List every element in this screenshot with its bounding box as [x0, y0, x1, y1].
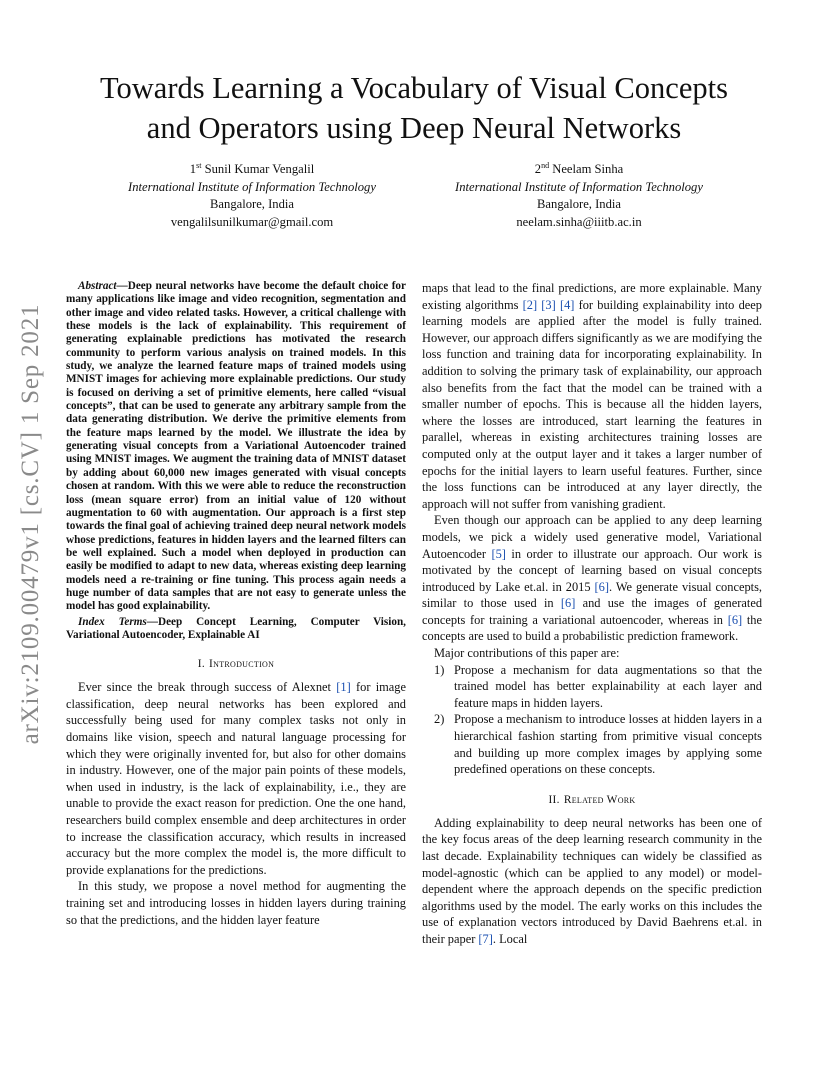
- author-name-text: Sunil Kumar Vengalil: [204, 162, 315, 176]
- abstract: [66, 280, 406, 614]
- title-line-2: and Operators using Deep Neural Networks: [146, 111, 682, 145]
- paragraph-text: Even though our approach can be applied to any deep learning models, we pick a widely used generative model, Variational Autoencoder: [422, 513, 762, 561]
- contributions-list: [422, 662, 762, 778]
- author-email[interactable]: vengalilsunilkumar@gmail.com: [170, 214, 334, 229]
- list-marker: 1): [434, 662, 445, 677]
- list-marker: 2): [434, 712, 445, 727]
- left-column: [66, 280, 406, 928]
- intro-paragraph-3: [422, 280, 762, 512]
- paragraph-text: Adding explainability to deep neural networks has been one of the key focus areas of the deep learning research community in the last decade. Explainability techniques can widely be classified as model-agnostic (which can be applied to any model) or model-dependent where the approach depends on the specific prediction algorithms used by the model. The early works on this includes the use of explanation vectors introduced by David Baehrens et.al. in their paper: [422, 815, 762, 946]
- list-item: [422, 662, 762, 712]
- arxiv-identifier[interactable]: arXiv:2109.00479v1 [cs.CV] 1 Sep 2021: [17, 303, 44, 745]
- arxiv-watermark: [6, 294, 56, 754]
- intro-paragraph-2: In this study, we propose a novel method for augmenting the training set and introducing losses in hidden layers during training so that the predictions, and the hidden layer feature: [66, 879, 406, 927]
- right-column: [422, 280, 762, 948]
- citation-link[interactable]: [6]: [594, 579, 609, 594]
- intro-paragraph-4: [422, 512, 762, 645]
- citation-link[interactable]: [2]: [522, 297, 538, 312]
- author-ordinal: 1: [189, 162, 197, 176]
- author-ordinal-suffix: nd: [541, 161, 550, 170]
- author-affiliation: International Institute of Information Technology: [455, 179, 703, 194]
- index-terms-separator: —: [146, 615, 158, 628]
- paragraph-text: . We generate visual concepts, similar to those used in: [422, 579, 763, 611]
- abstract-label: Abstract: [78, 280, 117, 292]
- paper-title: [40, 68, 788, 148]
- author-ordinal-suffix: st: [196, 161, 202, 170]
- citation-link[interactable]: [4]: [559, 297, 575, 312]
- section-title: Introduction: [209, 658, 275, 671]
- paragraph-text: . Local: [492, 931, 528, 946]
- paragraph-text: and use the images of generated concepts for training a variational autoencoder, whereas in: [422, 596, 763, 627]
- index-terms-text: Deep Concept Learning, Computer Vision, Variational Autoencoder, Explainable AI: [66, 615, 406, 641]
- paragraph-text: for building explainability into deep learning models are applied after the model is fully trained. However, our approach differs significantly as we are modifying the loss function and training data for incorporating explainability. In addition to solving the primary task of explainability, our approach also benefits from the fact that the model can be trained with a smaller number of epochs. This is because all the hidden layers, where the losses are introduced, start learning the features in parallel, whereas in existing architectures training losses are computed only at the output layer and it takes a larger number of epochs for the initial layers to learn useful features. Further, since the loss functions can be introduced at any layer directly, the approach will not suffer from vanishing gradient.: [422, 297, 762, 511]
- section-heading-related-work: [422, 794, 762, 807]
- citation-link[interactable]: [5]: [491, 546, 506, 561]
- citation-link[interactable]: [6]: [560, 596, 576, 611]
- paragraph-text: the concepts are used to build a probabilistic prediction framework.: [422, 612, 762, 644]
- author-block-2: [429, 161, 729, 231]
- list-item-text: Propose a mechanism for data augmentations so that the trained model has better explainability at each layer and feature maps in hidden layers.: [454, 662, 762, 710]
- abstract-text: Deep neural networks have become the default choice for many applications like image and video recognition, segmentation and other image and video related tasks. However, a critical challenge with these models is the lack of explainability. This requirement of generating explainable predictions has motivated the research community to perform various analysis on trained models. In this study, we analyze the learned feature maps of trained models using MNIST images for achieving more explainable predictions. Our study is focused on deriving a set of primitive elements, here called “visual concepts”, that can be used to generate any arbitrary sample from the data generating distribution. We derive the primitive elements from the feature maps learned by the model. We illustrate the idea by generating visual concepts from a Variational Autoencoder trained using MNIST images. We augment the training data of MNIST dataset by adding about 60,000 new images generated with visual concepts chosen at random. With this we were able to reduce the reconstruction loss (mean square error) from an initial value of 120 without augmentation to 60 with augmentation. Our approach is a first step towards the final goal of achieving trained deep neural network models whose predictions, features in hidden layers and the learned filters can be well explained. Such a model when deployed in production can easily be modified to adapt to new data, whereas existing deep learning models need a re-training or fine tuning. This process again needs a huge number of data samples that are not easy to generate unless the model has good explainability.: [66, 280, 406, 613]
- author-location: Bangalore, India: [537, 197, 621, 212]
- author-name-text: Neelam Sinha: [552, 162, 624, 176]
- citation-link[interactable]: [3]: [541, 297, 556, 312]
- author-email[interactable]: neelam.sinha@iiitb.ac.in: [516, 214, 642, 229]
- section-heading-introduction: [66, 658, 406, 671]
- contributions-intro: Major contributions of this paper are:: [434, 646, 620, 661]
- section-number: I.: [197, 658, 206, 671]
- list-item: [422, 711, 762, 777]
- index-terms: [66, 616, 406, 643]
- citation-link[interactable]: [7]: [478, 931, 493, 946]
- index-terms-label: Index Terms: [78, 615, 147, 628]
- author-block-1: [102, 161, 402, 231]
- paragraph-text: for image classification, deep neural networks has been explored and successfully being used for many complex tasks not only in domains like vision, speech and natural language processing for which they were originally invented for, but also for other domains in industry. However, one of the major pain points of these models, when used in industry, is the lack of explainability, i.e., they are unable to provide the exact reason for prediction. One the one hand, researchers build complex ensemble and deep architectures in order to increase the classification accuracy, which results in increased accuracy but the more complex the model is, the more difficult to provide explanations for the predictions.: [66, 680, 406, 877]
- intro-paragraph-1: [66, 679, 406, 878]
- abstract-separator: —: [116, 280, 128, 292]
- section-title: Related Work: [563, 793, 636, 806]
- author-name: [102, 161, 402, 179]
- paragraph-text: maps that lead to the final predictions, are more explainable. Many existing algorithms: [422, 281, 762, 312]
- citation-link[interactable]: [6]: [727, 612, 743, 627]
- author-location: Bangalore, India: [210, 197, 294, 212]
- author-affiliation: International Institute of Information Technology: [128, 179, 376, 194]
- title-line-1: Towards Learning a Vocabulary of Visual Concepts: [100, 71, 728, 105]
- author-name: [429, 161, 729, 179]
- paragraph-text: Ever since the break through success of Alexnet: [78, 680, 337, 695]
- citation-link[interactable]: [1]: [336, 680, 351, 695]
- author-ordinal: 2: [534, 162, 542, 176]
- paragraph-text: in order to illustrate our approach. Our work is motivated by the concept of learning based on visual concepts introduced by Lake et.al. in 2015: [422, 546, 762, 594]
- related-work-paragraph-1: [422, 815, 762, 948]
- list-item-text: Propose a mechanism to introduce losses at hidden layers in a hierarchical fashion starting from primitive visual concepts and building up more complex images by applying some predefined operations on these concepts.: [454, 712, 762, 777]
- section-number: II.: [548, 793, 560, 806]
